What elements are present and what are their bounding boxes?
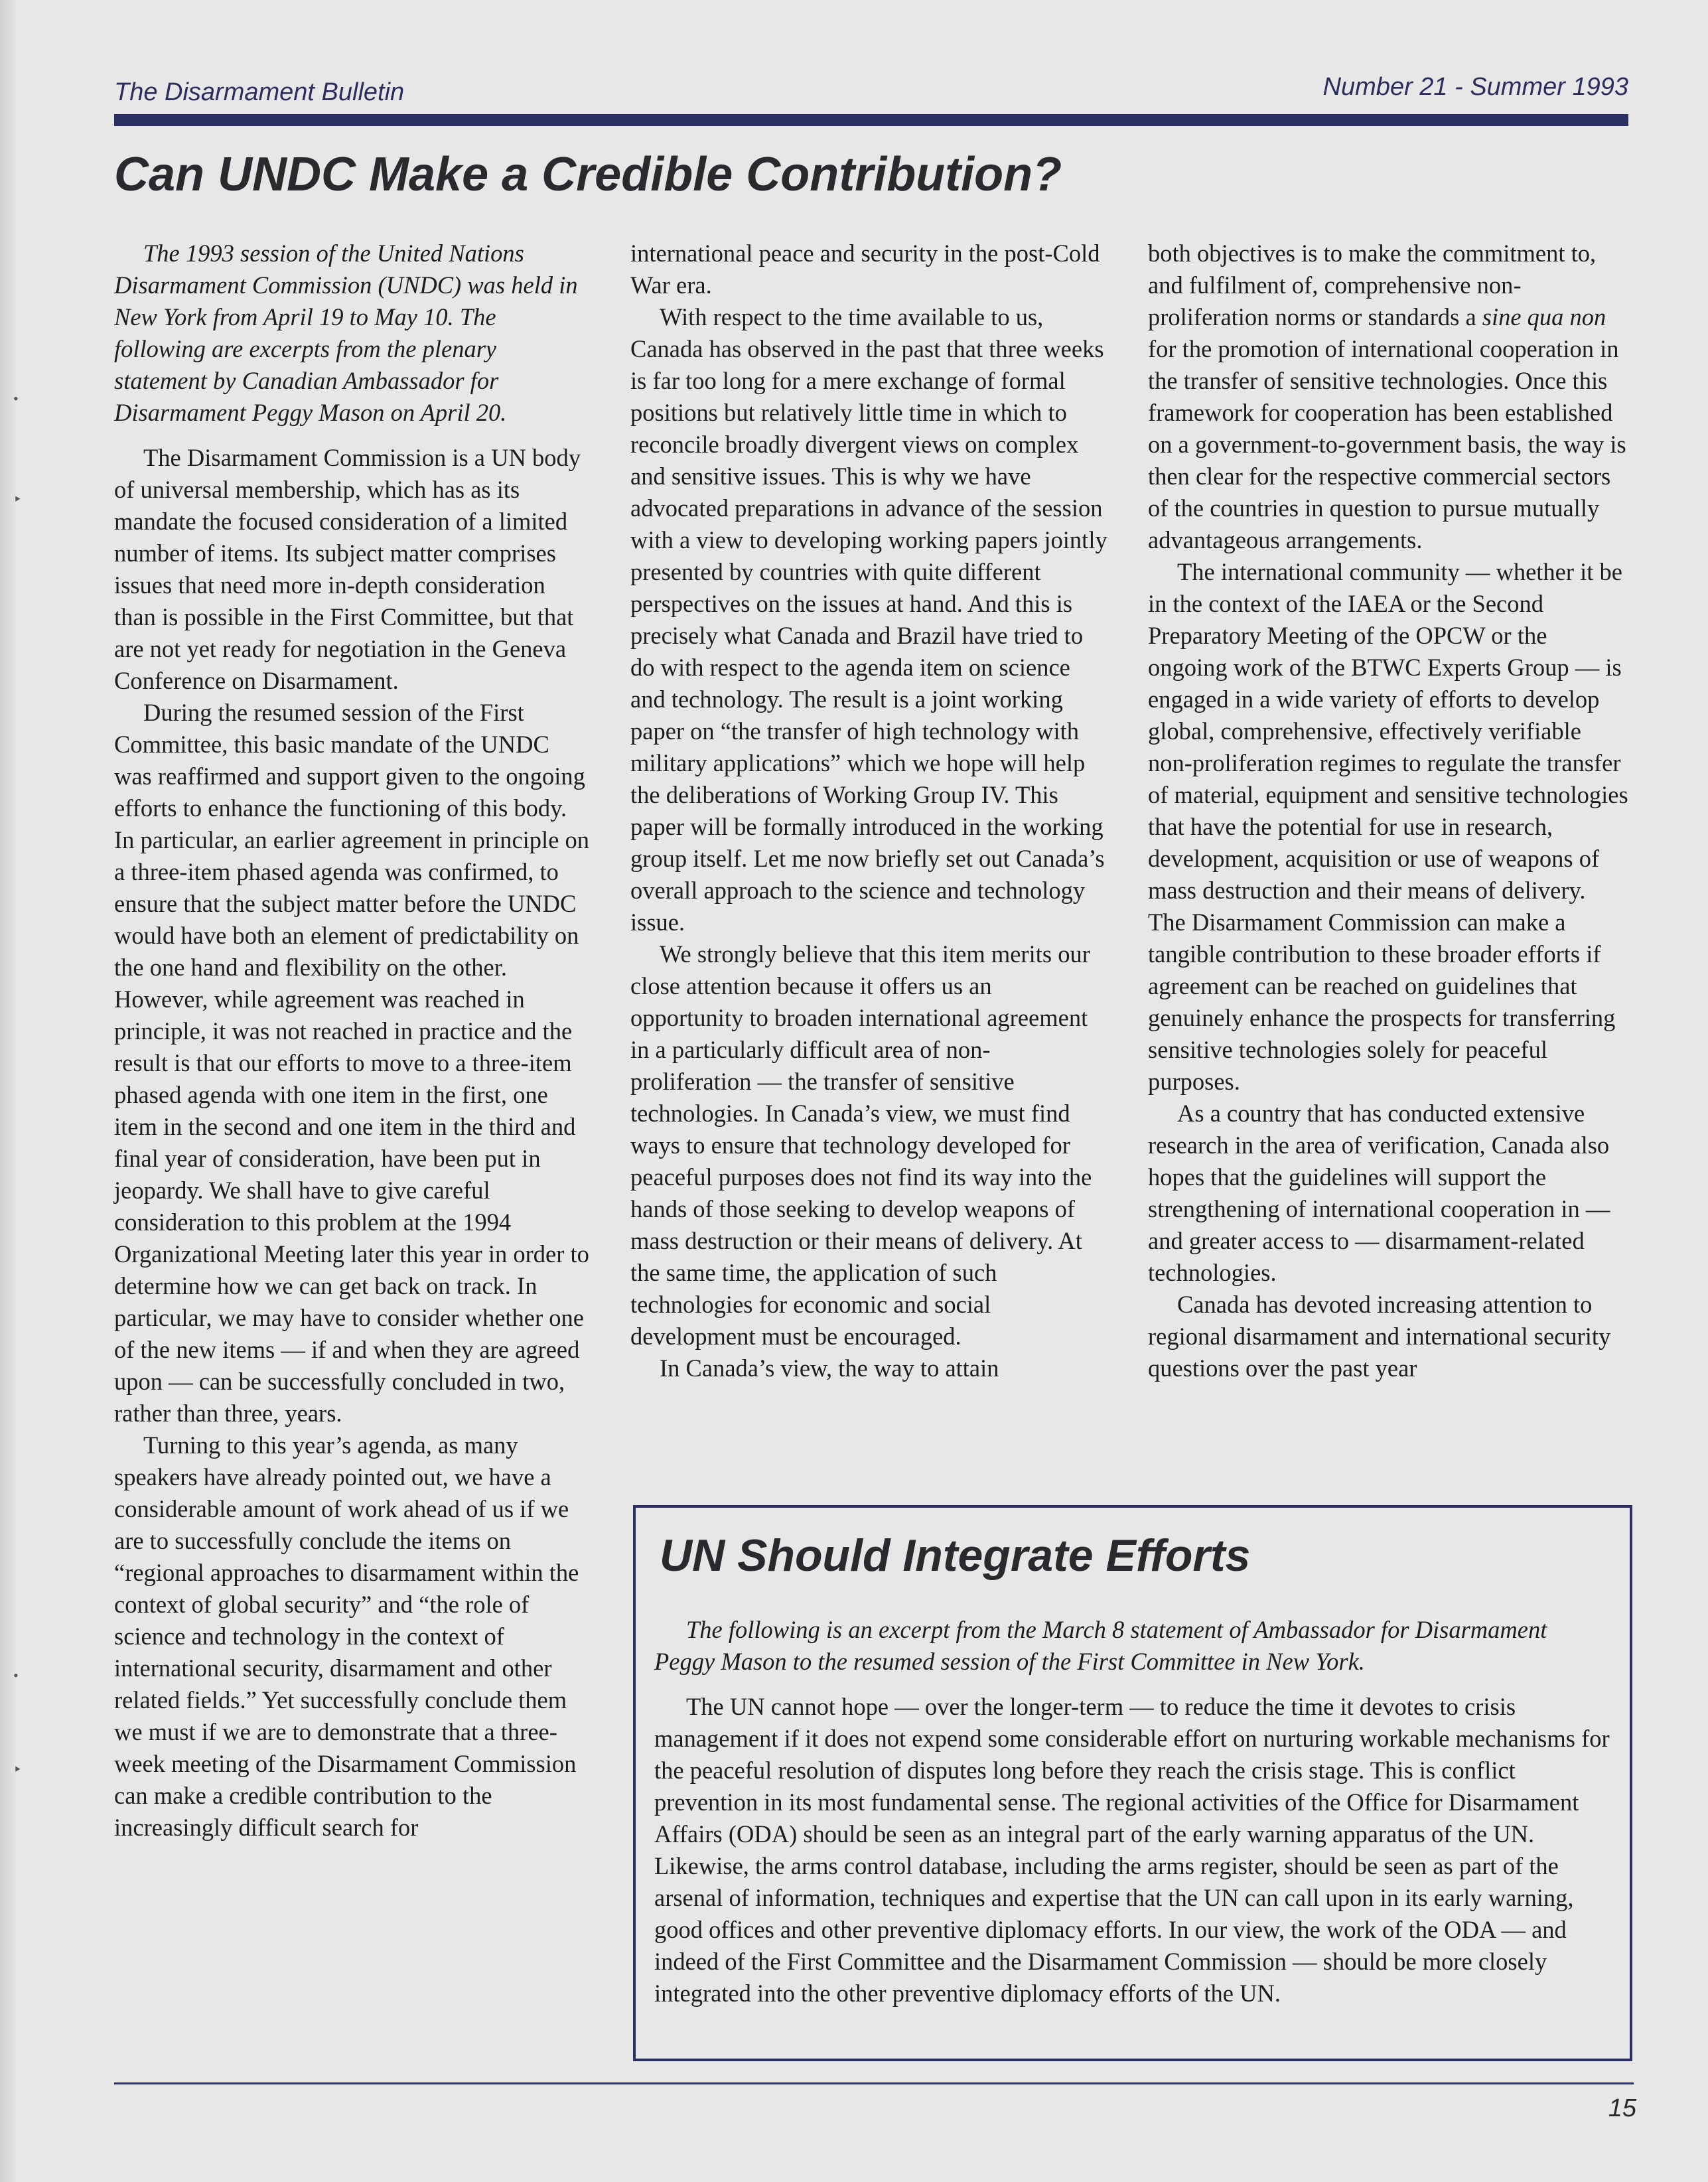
latin-phrase: sine qua non: [1482, 303, 1606, 330]
margin-mark: •: [13, 1667, 19, 1684]
sidebar-paragraph: The UN cannot hope — over the longer-term — to reduce the time it devotes to crisis management if it does not expend some considerable effort on nurturing workable mechanisms for the peaceful resolution of disputes long before they reach the crisis stage. This is conflict prevention in its most fundamental sense. The regional activities of the Office for Disarmament Affairs (ODA) should be seen as an integral part of the early warning apparatus of the UN. Likewise, the arms control database, including the arms register, should be seen as part of the arsenal of information, techniques and expertise that the UN can call upon in its early warning, good offices and other preventive diplomacy efforts. In our view, the work of the ODA — and indeed of the First Committee and the Disarmament Commission — should be more closely integrated into the other preventive diplomacy efforts of the UN.: [654, 1693, 1610, 2007]
header-rule: [114, 114, 1628, 126]
article-paragraph: The Disarmament Commission is a UN body of universal membership, which has as its mandate the focused consideration of a limited number of items. Its subject matter comprises issues that need more in-depth consideration than is possible in the First Committee, but that are not yet ready for negotiation in the Geneva Conference on Disarmament.: [114, 444, 581, 694]
sidebar-title: UN Should Integrate Efforts: [660, 1530, 1251, 1581]
article-paragraph-continued: international peace and security in the post-Cold War era.: [630, 240, 1100, 299]
article-paragraph: The international community — whether it be in the context of the IAEA or the Second Preparatory Meeting of the OPCW or the ongoing work of the BTWC Experts Group — is engaged in a wide variety of efforts to develop global, comprehensive, effectively verifiable non-proliferation regimes to regulate the transfer of material, equipment and sensitive technologies that have the potential for use in research, development, acquisition or use of weapons of mass destruction and their means of delivery. The Disarmament Commission can make a tangible contribution to these broader efforts if agreement can be reached on guidelines that genuinely enhance the prospects for transferring sensitive technologies solely for peaceful purposes.: [1148, 558, 1628, 1095]
margin-mark: ‣: [13, 1761, 22, 1778]
article-paragraph: Canada has devoted increasing attention to regional disarmament and international security questions over the past year: [1148, 1291, 1611, 1382]
article-title: Can UNDC Make a Credible Contribution?: [114, 148, 1062, 201]
footer-rule: [114, 2082, 1634, 2084]
running-header: [114, 72, 1628, 111]
article-paragraph-continued: [1148, 238, 1628, 556]
article-column-1: [114, 238, 592, 1844]
article-paragraph: In Canada’s view, the way to attain: [660, 1354, 999, 1382]
margin-mark: ‣: [13, 491, 22, 508]
paragraph-text: both objectives is to make the commitment to, and fulfilment of, comprehensive non-proliferation norms or standards a: [1148, 240, 1597, 330]
article-column-2: [630, 238, 1108, 1384]
issue-number: Number 21 - Summer 1993: [1322, 73, 1628, 101]
sidebar-intro: The following is an excerpt from the March 8 statement of Ambassador for Disarmament Peggy Mason to the resumed session of the First Committee in New York.: [654, 1616, 1547, 1675]
article-paragraph: During the resumed session of the First Committee, this basic mandate of the UNDC was reaffirmed and support given to the ongoing efforts to enhance the functioning of this body. In particular, an earlier agreement in principle on a three-item phased agenda was confirmed, to ensure that the subject matter before the UNDC would have both an element of predictability on the one hand and flexibility on the other. However, while agreement was reached in principle, it was not reached in practice and the result is that our efforts to move to a three-item phased agenda with one item in the first, one item in the second and one item in the third and final year of consideration, have been put in jeopardy. We shall have to give careful consideration to this problem at the 1994 Organizational Meeting later this year in order to determine how we can get back on track. In particular, we may have to consider whether one of the new items — if and when they are agreed upon — can be successfully concluded in two, rather than three, years.: [114, 699, 590, 1427]
sidebar-box: [633, 1505, 1632, 2061]
article-column-3: [1148, 238, 1628, 1384]
article-paragraph: We strongly believe that this item merits our close attention because it offers us an opportunity to broaden international agreement in a particularly difficult area of non-proliferation — the transfer of sensitive technologies. In Canada’s view, we must find ways to ensure that technology developed for peaceful purposes does not find its way into the hands of those seeking to develop weapons of mass destruction or their means of delivery. At the same time, the application of such technologies for economic and social development must be encouraged.: [630, 940, 1092, 1350]
margin-mark: •: [13, 390, 19, 407]
article-paragraph: As a country that has conducted extensive research in the area of verification, Canada also hopes that the guidelines will support the strengthening of international cooperation in — and greater access to — disarmament-related technologies.: [1148, 1100, 1610, 1286]
page-number: 15: [1608, 2094, 1636, 2122]
paragraph-text: for the promotion of international cooperation in the transfer of sensitive technologies. Once this framework for cooperation has been established on a government-to-government basis, the way is then clear for the respective commercial sectors of the countries in question to pursue mutually advantageous arrangements.: [1148, 335, 1626, 553]
article-paragraph: Turning to this year’s agenda, as many speakers have already pointed out, we have a considerable amount of work ahead of us if we are to successfully conclude the items on “regional approaches to disarmament within the context of global security” and “the role of science and technology in the context of international security, disarmament and other related fields.” Yet successfully conclude them we must if we are to demonstrate that a three-week meeting of the Disarmament Commission can make a credible contribution to the increasingly difficult search for: [114, 1431, 579, 1841]
publication-name: The Disarmament Bulletin: [114, 78, 405, 106]
page-binding-edge: [0, 0, 17, 2182]
sidebar-body: [654, 1614, 1610, 2009]
article-intro: The 1993 session of the United Nations Disarmament Commission (UNDC) was held in New York from April 19 to May 10. The following are excerpts from the plenary statement by Canadian Ambassador for Disarmament Peggy Mason on April 20.: [114, 240, 578, 426]
article-paragraph: With respect to the time available to us, Canada has observed in the past that three weeks is far too long for a mere exchange of formal positions but relatively little time in which to reconcile broadly divergent views on complex and sensitive issues. This is why we have advocated preparations in advance of the session with a view to developing working papers jointly presented by countries with quite different perspectives on the issues at hand. And this is precisely what Canada and Brazil have tried to do with respect to the agenda item on science and technology. The result is a joint working paper on “the transfer of high technology with military applications” which we hope will help the deliberations of Working Group IV. This paper will be formally introduced in the working group itself. Let me now briefly set out Canada’s overall approach to the science and technology issue.: [630, 303, 1107, 936]
